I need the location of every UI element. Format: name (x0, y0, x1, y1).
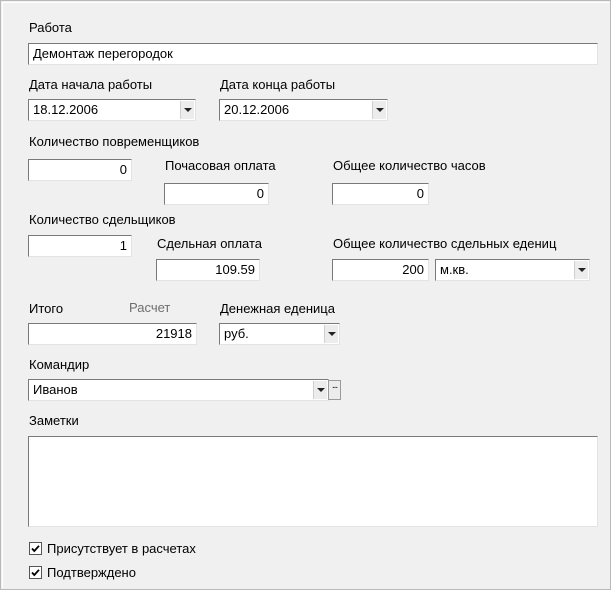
currency-dropdown-arrow-icon[interactable] (324, 325, 338, 343)
commander-more-button[interactable]: ... (328, 380, 341, 400)
confirmed-label[interactable]: Подтверждено (47, 565, 136, 580)
work-label: Работа (29, 20, 72, 35)
unit-measure-select[interactable] (435, 259, 590, 281)
commander-select[interactable] (28, 379, 329, 401)
work-input[interactable]: Демонтаж перегородок (28, 43, 598, 65)
piece-rate-input[interactable]: 109.59 (156, 259, 260, 281)
piece-workers-input[interactable]: 1 (28, 235, 132, 257)
total-hours-input[interactable]: 0 (332, 183, 429, 205)
checkmark-icon (30, 543, 41, 554)
piece-rate-label: Сдельная оплата (157, 236, 263, 251)
start-date-label: Дата начала работы (29, 77, 153, 92)
total-hours-label: Общее количество часов (333, 158, 486, 173)
calculate-label[interactable]: Расчет (129, 300, 171, 315)
hourly-rate-label: Почасовая оплата (165, 158, 276, 173)
commander-dropdown-arrow-icon[interactable] (313, 381, 327, 399)
commander-label: Командир (29, 357, 90, 372)
confirmed-checkbox[interactable] (29, 566, 42, 579)
piece-workers-label: Количество сдельщиков (29, 212, 176, 227)
commander-value: Иванов (33, 382, 78, 397)
checkmark-icon (30, 567, 41, 578)
currency-label: Денежная еденица (220, 301, 335, 316)
total-input[interactable]: 21918 (28, 323, 197, 345)
hourly-rate-input[interactable]: 0 (164, 183, 269, 205)
end-date-select[interactable] (219, 99, 388, 121)
total-label: Итого (29, 301, 64, 316)
in-calculations-checkbox[interactable] (29, 542, 42, 555)
currency-value: руб. (224, 326, 249, 341)
hourly-workers-label: Количество повременщиков (29, 134, 200, 149)
start-date-value: 18.12.2006 (33, 102, 99, 117)
end-date-value: 20.12.2006 (224, 102, 290, 117)
start-date-dropdown-arrow-icon[interactable] (180, 101, 194, 119)
end-date-dropdown-arrow-icon[interactable] (372, 101, 386, 119)
end-date-label: Дата конца работы (220, 77, 336, 92)
currency-select[interactable] (219, 323, 340, 345)
piece-units-label: Общее количество сдельных едениц (333, 236, 557, 251)
in-calculations-label[interactable]: Присутствует в расчетах (47, 541, 196, 556)
unit-measure-value: м.кв. (440, 262, 469, 277)
notes-textarea[interactable] (28, 436, 598, 527)
piece-units-input[interactable]: 200 (332, 259, 429, 281)
start-date-select[interactable] (28, 99, 196, 121)
notes-label: Заметки (29, 413, 79, 428)
unit-measure-dropdown-arrow-icon[interactable] (574, 261, 588, 279)
hourly-workers-input[interactable]: 0 (28, 159, 132, 181)
